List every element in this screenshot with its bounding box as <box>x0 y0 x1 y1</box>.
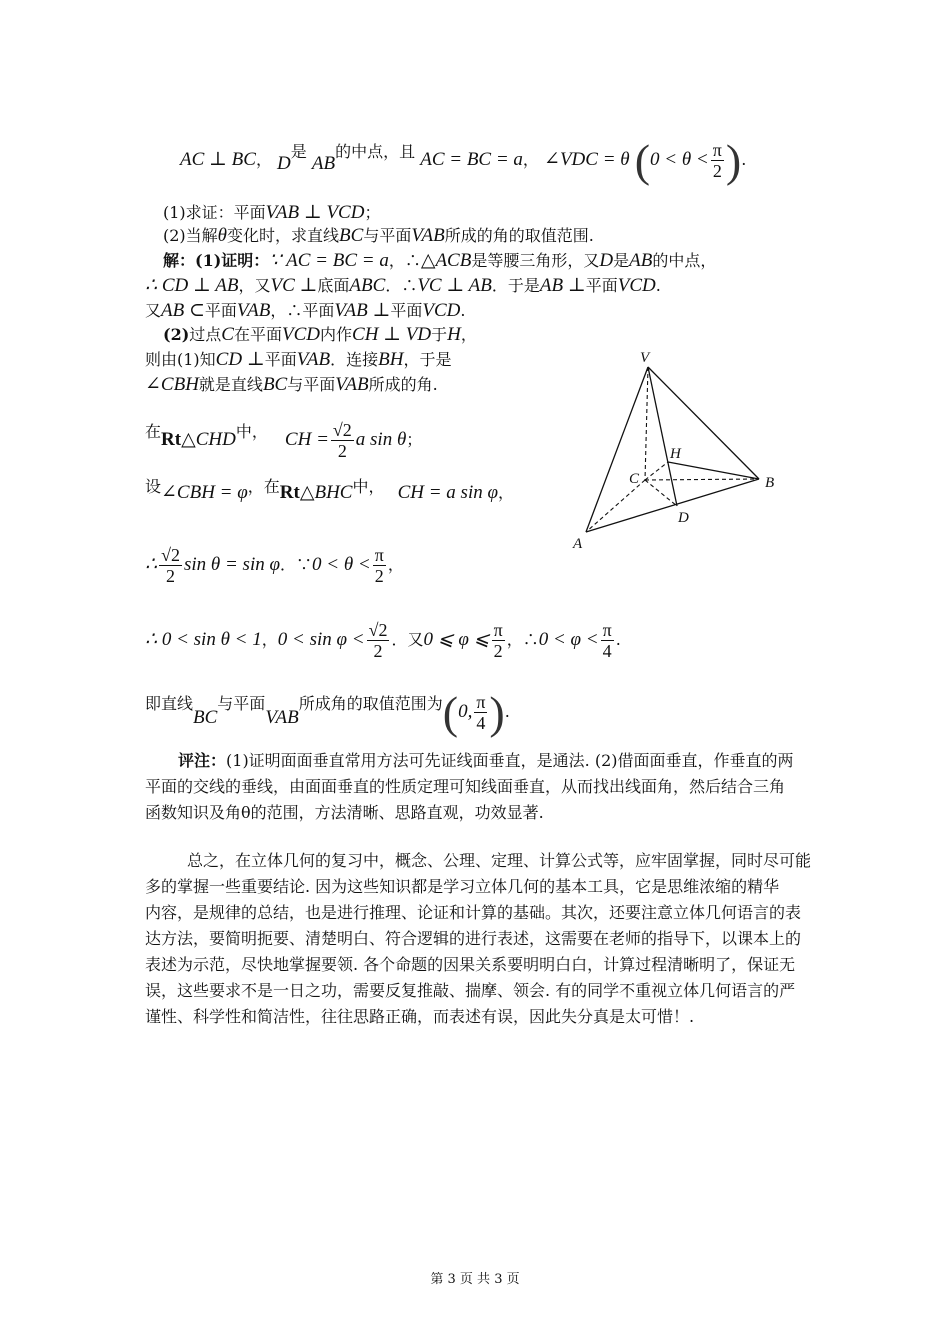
text: ， <box>522 150 539 169</box>
text: 平面 <box>585 276 618 295</box>
math: 0, <box>458 701 473 722</box>
text: 设 <box>145 477 162 496</box>
math: ∠VDC = θ <box>544 149 630 170</box>
text: ，在 <box>247 477 280 496</box>
label-H: H <box>670 446 681 462</box>
text: 所成角的取值范围为 <box>298 694 443 713</box>
math: VCD <box>422 300 461 321</box>
text: 的中点，且 <box>335 142 416 161</box>
text: 中， <box>352 477 385 496</box>
math: AC ⊥ BC <box>180 149 256 170</box>
text: ，∴ <box>506 630 539 649</box>
math: sin θ = sin φ <box>183 554 280 575</box>
edge-VA <box>586 367 648 532</box>
text: 在平面 <box>233 325 282 344</box>
math: VAB ⊥ VCD <box>265 202 365 223</box>
numerator: π <box>493 620 503 640</box>
label-B: B <box>765 475 775 491</box>
denominator: 2 <box>712 161 722 181</box>
text: ； <box>406 430 423 449</box>
numerator: π <box>476 692 486 712</box>
text: 又 <box>145 301 162 320</box>
math: AB <box>629 250 653 271</box>
summary-line: 总之，在立体几何的复习中，概念、公理、定理、计算公式等，应牢固掌握，同时尽可能 <box>187 851 812 870</box>
fraction <box>373 545 386 586</box>
text: 是等腰三角形，又 <box>471 251 600 270</box>
edge-VD <box>648 367 677 506</box>
numerator: π <box>602 620 612 640</box>
solution-line-2 <box>145 276 950 296</box>
part-label: (2) <box>163 325 190 344</box>
text: . <box>504 702 510 721</box>
math: AB ⊥ <box>539 275 586 296</box>
text: . <box>615 630 621 649</box>
text: ．连接 <box>330 350 379 369</box>
text: 与平面 <box>363 226 412 245</box>
text: ．于是 <box>491 276 540 295</box>
text: 与平面 <box>217 694 266 713</box>
text: 是 <box>613 251 630 270</box>
math: ∴ <box>145 554 158 575</box>
math: 0 < sin φ < <box>277 629 365 650</box>
text: . <box>741 150 747 169</box>
paren: ( <box>442 686 459 738</box>
math: BC <box>262 374 288 395</box>
text: 于 <box>431 325 448 344</box>
math: VAB <box>265 707 299 728</box>
text: ， <box>255 150 272 169</box>
summary-line: 达方法，要简明扼要、清楚明白、符合逻辑的进行表述，这需要在老师的指导下，以课本上的 <box>145 929 802 948</box>
math: VC ⊥ <box>270 275 318 296</box>
text: 就是直线 <box>198 375 263 394</box>
text: (2)当解 <box>163 226 218 245</box>
math: ∵ AC = BC = a <box>269 250 389 271</box>
math: VC ⊥ AB <box>417 275 492 296</box>
text: . <box>460 301 466 320</box>
math: AC = BC = a <box>420 149 523 170</box>
math: CD ⊥ <box>215 349 265 370</box>
segment-CH <box>645 462 668 480</box>
math: C <box>221 324 234 345</box>
text: 内作 <box>320 325 353 344</box>
math: ∠CBH <box>145 374 199 395</box>
paren: ) <box>725 134 742 186</box>
summary-line: 误，这些要求不是一日之功，需要反复推敲、揣摩、领会. 有的同学不重视立体几何语言的严 <box>145 981 796 1000</box>
math: D <box>277 153 291 174</box>
math: BC <box>339 225 364 246</box>
text: (1)求证：平面 <box>163 203 266 222</box>
text: ．又 <box>391 630 424 649</box>
question-2 <box>163 226 950 246</box>
solution-line-8 <box>145 477 950 503</box>
comment-text: (1)证明面面垂直常用方法可先证线面垂直，是通法. (2)借面面垂直，作垂直的两 <box>226 751 794 770</box>
edge-VC <box>645 367 648 480</box>
math: △BHC <box>299 482 353 503</box>
math: CH = a sin φ <box>397 482 498 503</box>
text: ，于是 <box>403 350 452 369</box>
math: △ACB <box>420 250 472 271</box>
text: 与平面 <box>287 375 336 394</box>
solution-line-9 <box>145 545 950 586</box>
edge-CA <box>586 480 645 532</box>
label-D: D <box>678 510 689 526</box>
math: VCD <box>282 324 320 345</box>
comment-label: 评注： <box>178 751 227 770</box>
summary-line: 多的掌握一些重要结论. 因为这些知识都是学习立体几何的基本工具，它是思维浓缩的精华 <box>145 877 780 896</box>
math: ABC <box>349 275 386 296</box>
summary-line: 谨性、科学性和简洁性，往往思路正确，而表述有误，因此失分真是太可惜！. <box>145 1007 695 1026</box>
math: D <box>599 250 614 271</box>
text: 平面 <box>390 301 423 320</box>
math: H <box>447 324 461 345</box>
text: ， <box>460 325 477 344</box>
math: Rt <box>161 429 182 450</box>
text: ．∴ <box>385 276 418 295</box>
text: 的中点， <box>652 251 717 270</box>
math: Rt <box>279 482 300 503</box>
text: 变化时，求直线 <box>227 226 340 245</box>
text: ．∵ <box>280 555 313 574</box>
summary-line: 表述为示范，尽快地掌握要领. 各个命题的因果关系要明明白白，计算过程清晰明了，保证无 <box>145 955 796 974</box>
numerator: √2 <box>161 545 180 565</box>
text: ，又 <box>238 276 271 295</box>
math: CH = <box>284 429 329 450</box>
text: ， <box>261 630 278 649</box>
text: 所成的角的取值范围. <box>444 226 594 245</box>
solution-line-11 <box>145 686 950 738</box>
math: ∴ CD ⊥ AB <box>145 275 239 296</box>
math: AB ⊂ <box>161 300 205 321</box>
fraction <box>601 620 614 661</box>
text: ， <box>498 483 515 502</box>
math: BH <box>378 349 404 370</box>
text: ； <box>364 203 381 222</box>
denominator: 4 <box>476 713 486 733</box>
fraction <box>474 692 487 733</box>
summary-line: 内容，是规律的总结，也是进行推理、论证和计算的基础。其次，还要注意立体几何语言的表 <box>145 903 802 922</box>
math: CH ⊥ VD <box>352 324 432 345</box>
math: VAB ⊥ <box>334 300 391 321</box>
solution-label: 解：(1)证明： <box>163 251 270 270</box>
comment-line: 函数知识及角θ的范围，方法清晰、思路直观，功效显著. <box>145 803 544 822</box>
label-V: V <box>640 350 650 366</box>
solution-line-10 <box>145 620 950 661</box>
math: 0 ⩽ φ ⩽ <box>423 629 490 650</box>
edge-CB <box>645 479 759 480</box>
text: 在 <box>145 422 162 441</box>
text: ， <box>387 555 404 574</box>
text: ，∴平面 <box>270 301 335 320</box>
fraction <box>367 620 390 661</box>
pyramid-figure <box>560 340 790 555</box>
math: a sin θ <box>355 429 407 450</box>
numerator: π <box>712 140 722 160</box>
text: 中， <box>235 422 268 441</box>
solution-line-1 <box>163 251 950 271</box>
math: VAB <box>335 374 369 395</box>
text: 底面 <box>317 276 350 295</box>
comment-line: 平面的交线的垂线，由面面垂直的性质定理可知线面垂直，从而找出线面角，然后结合三角 <box>145 777 786 796</box>
summary-paragraph <box>145 848 810 1030</box>
text: 则由(1)知 <box>145 350 216 369</box>
fraction <box>492 620 505 661</box>
math: 0 < θ < <box>312 554 371 575</box>
text: . <box>655 276 661 295</box>
paren: ( <box>634 134 651 186</box>
comment-line <box>145 748 810 774</box>
math: △CHD <box>181 429 236 450</box>
math: AB <box>311 153 336 174</box>
denominator: 2 <box>374 566 384 586</box>
page-footer: 第 3 页 共 3 页 <box>430 1272 520 1287</box>
math: VAB <box>411 225 445 246</box>
text: 过点 <box>189 325 222 344</box>
math: ∠CBH = φ <box>161 482 248 503</box>
numerator: √2 <box>332 420 352 440</box>
text: 平面 <box>204 301 237 320</box>
math: 0 < φ < <box>538 629 599 650</box>
label-C: C <box>629 471 640 487</box>
math: BC <box>193 707 218 728</box>
text: 所成的角. <box>368 375 438 394</box>
denominator: 4 <box>602 641 612 661</box>
fraction <box>331 420 354 461</box>
numerator: √2 <box>368 620 388 640</box>
solution-line-7 <box>145 420 950 461</box>
paren: ) <box>489 686 505 738</box>
comment-paragraph <box>145 748 810 826</box>
solution-line-6 <box>145 375 950 395</box>
text: 是 <box>290 142 307 161</box>
solution-line-4 <box>163 325 950 345</box>
math: VAB <box>296 349 331 370</box>
problem-condition-line <box>180 134 950 186</box>
text: 即直线 <box>145 694 194 713</box>
math: 0 < θ < <box>650 149 709 170</box>
text: ，∴ <box>388 251 421 270</box>
math: θ <box>217 225 228 246</box>
denominator: 2 <box>493 641 503 661</box>
label-A: A <box>573 536 583 552</box>
denominator: 2 <box>337 441 347 461</box>
solution-line-3 <box>145 301 950 321</box>
question-1 <box>163 203 950 223</box>
denominator: 2 <box>373 641 383 661</box>
fraction <box>711 140 724 181</box>
numerator: π <box>374 545 384 565</box>
edge-VB <box>648 367 759 479</box>
math: VCD <box>617 275 656 296</box>
fraction <box>159 545 182 586</box>
math: VAB <box>236 300 271 321</box>
denominator: 2 <box>166 566 176 586</box>
solution-line-5 <box>145 350 950 370</box>
text: 平面 <box>264 350 297 369</box>
math: ∴ 0 < sin θ < 1 <box>145 629 262 650</box>
